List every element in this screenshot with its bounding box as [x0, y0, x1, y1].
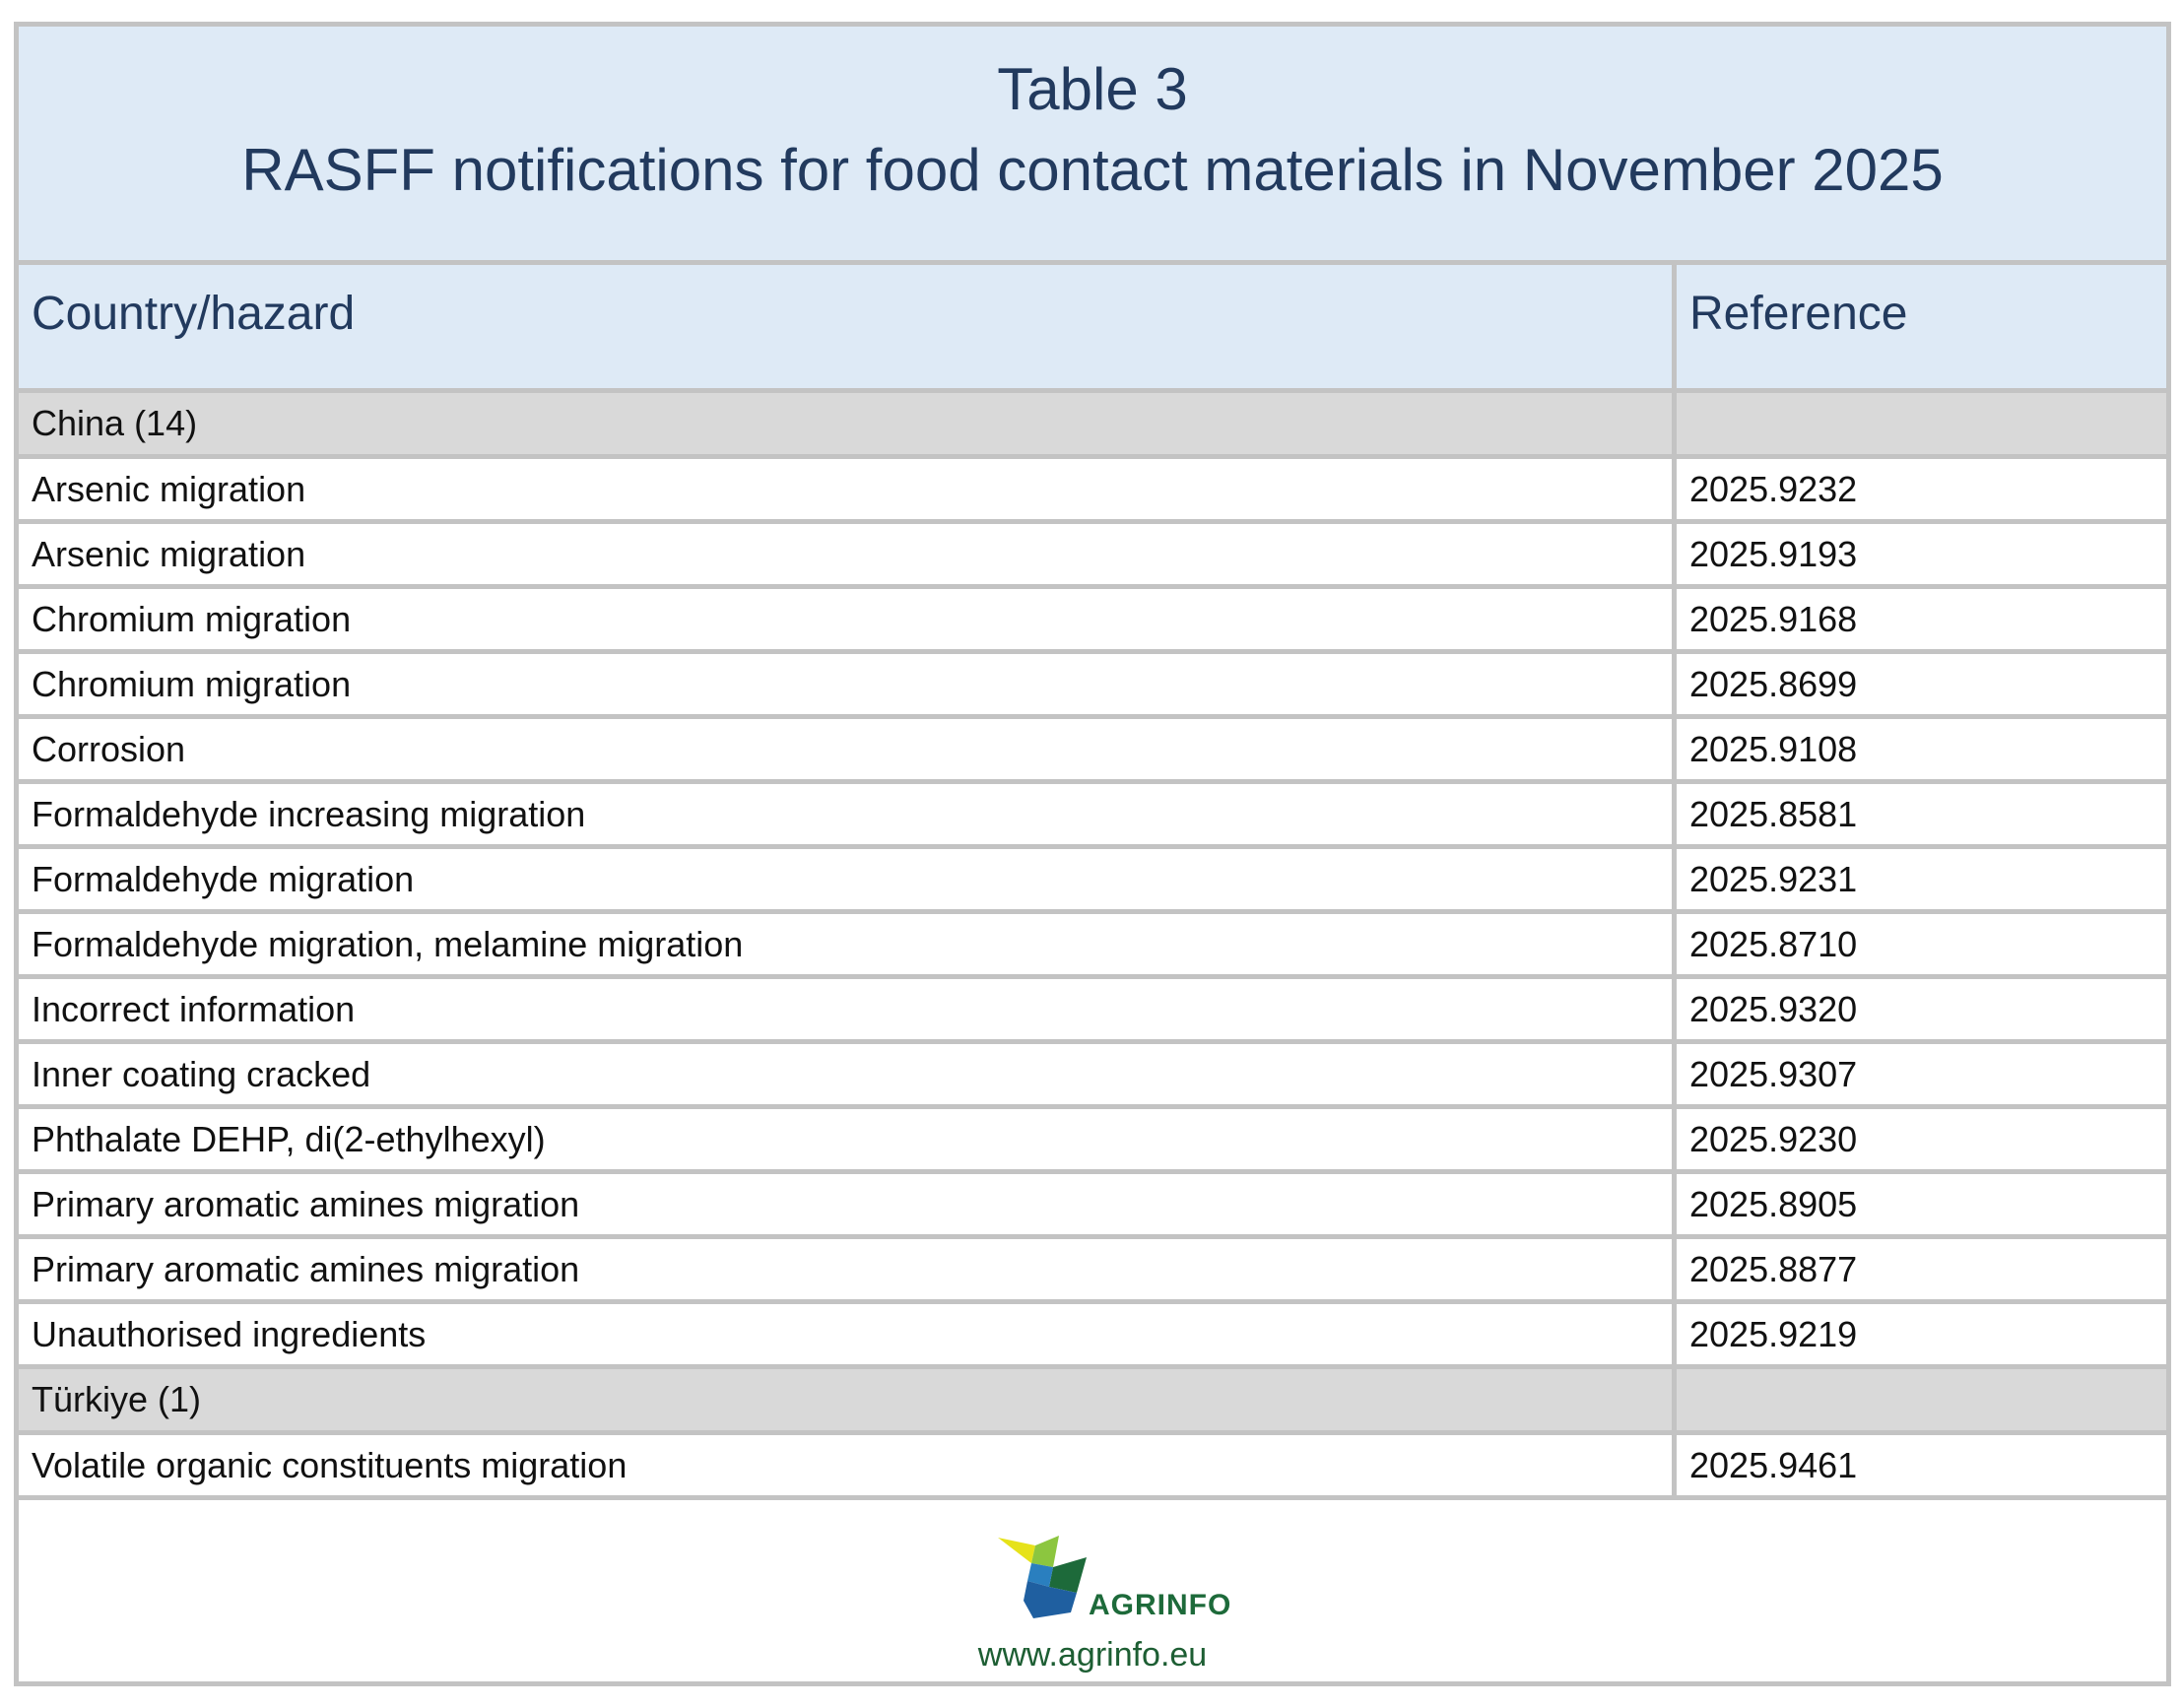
table-row [19, 654, 2166, 719]
hazard-cell: Arsenic migration [19, 524, 1677, 584]
hazard-cell: Unauthorised ingredients [19, 1304, 1677, 1364]
table-row [19, 849, 2166, 914]
hazard-cell: Inner coating cracked [19, 1044, 1677, 1104]
hazard-cell: Formaldehyde increasing migration [19, 784, 1677, 844]
hazard-cell: Incorrect information [19, 979, 1677, 1039]
hazard-cell: Chromium migration [19, 654, 1677, 714]
reference-cell: 2025.8710 [1689, 923, 1858, 964]
column-header-reference: Reference [1689, 288, 1908, 340]
table-header-row [19, 265, 2166, 393]
table-number: Table 3 [997, 56, 1188, 122]
reference-cell: 2025.8905 [1689, 1183, 1858, 1224]
reference-cell: 2025.8699 [1689, 663, 1858, 704]
reference-cell: 2025.9231 [1689, 858, 1858, 899]
hazard-cell: Volatile organic constituents migration [19, 1435, 1677, 1495]
table-body [19, 393, 2166, 1500]
country-label: Türkiye (1) [19, 1369, 1677, 1430]
table-title-block [19, 27, 2166, 265]
country-row [19, 1369, 2166, 1435]
reference-cell: 2025.9461 [1689, 1444, 1858, 1485]
reference-cell: 2025.8581 [1689, 793, 1858, 834]
table-row [19, 524, 2166, 589]
reference-cell: 2025.9230 [1689, 1118, 1858, 1159]
hazard-cell: Formaldehyde migration, melamine migration [19, 914, 1677, 974]
table-row [19, 784, 2166, 849]
hazard-cell: Primary aromatic amines migration [19, 1174, 1677, 1234]
table-row [19, 1304, 2166, 1369]
hazard-cell: Corrosion [19, 719, 1677, 779]
reference-cell: 2025.9108 [1689, 728, 1858, 769]
hazard-cell: Arsenic migration [19, 459, 1677, 519]
hazard-cell: Chromium migration [19, 589, 1677, 649]
reference-cell: 2025.9307 [1689, 1053, 1858, 1094]
reference-cell: 2025.9232 [1689, 468, 1858, 509]
footer-url: www.agrinfo.eu [977, 1636, 1208, 1674]
table-row [19, 1239, 2166, 1304]
country-label: China (14) [19, 393, 1677, 454]
table-title: RASFF notifications for food contact materials in November 2025 [241, 137, 1944, 203]
agrinfo-logo-text: AGRINFO [1089, 1589, 1232, 1621]
hazard-cell: Primary aromatic amines migration [19, 1239, 1677, 1299]
country-reference-empty [1677, 393, 2166, 454]
table-row [19, 1174, 2166, 1239]
hazard-cell: Phthalate DEHP, di(2-ethylhexyl) [19, 1109, 1677, 1169]
table-row [19, 1044, 2166, 1109]
country-row [19, 393, 2166, 459]
reference-cell: 2025.9193 [1689, 533, 1858, 574]
table-row [19, 459, 2166, 524]
reference-cell: 2025.8877 [1689, 1248, 1858, 1289]
country-reference-empty [1677, 1369, 2166, 1430]
table-row [19, 589, 2166, 654]
table-row [19, 1109, 2166, 1174]
reference-cell: 2025.9168 [1689, 598, 1858, 639]
notifications-table [19, 265, 2166, 1500]
table-row [19, 719, 2166, 784]
table-row [19, 979, 2166, 1044]
reference-cell: 2025.9320 [1689, 988, 1858, 1029]
table-frame [14, 22, 2171, 1686]
footer [19, 1514, 2166, 1681]
table-row [19, 914, 2166, 979]
hazard-cell: Formaldehyde migration [19, 849, 1677, 909]
column-header-hazard: Country/hazard [19, 265, 1677, 388]
table-row [19, 1435, 2166, 1500]
reference-cell: 2025.9219 [1689, 1313, 1858, 1354]
